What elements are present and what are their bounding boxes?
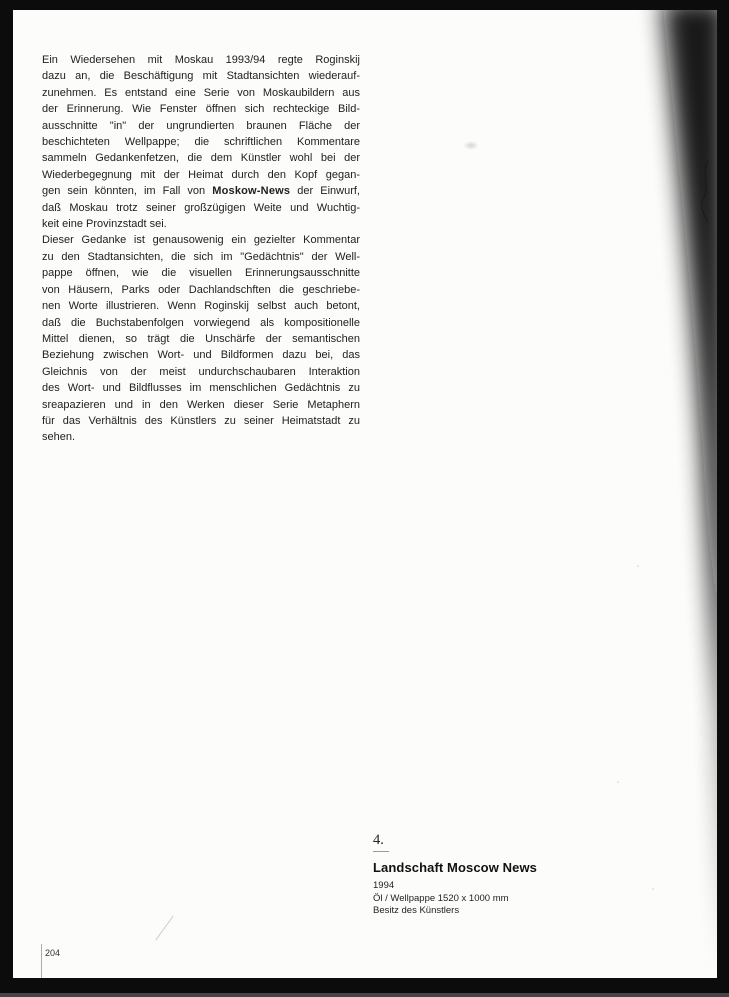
- scratch-mark: [155, 916, 173, 941]
- dust-speck: [652, 888, 654, 890]
- text-line: daß Moskau trotz seiner großzügigen Weite und Wuchtig-: [42, 201, 360, 214]
- text-line: sreapazieren und in den Werken dieser Serie Metaphern: [42, 398, 360, 411]
- hair-artifact: [697, 159, 715, 225]
- scanner-bed-strip: [0, 993, 729, 997]
- page-edge-shadow: [597, 10, 717, 978]
- caption-year: 1994: [373, 880, 395, 891]
- folio-rule: [41, 944, 42, 978]
- text-line: Mittel dienen, so trägt die Unschärfe der semantischen: [42, 332, 360, 345]
- text-line: Dieser Gedanke ist genausowenig ein gezielter Kommentar: [42, 234, 360, 247]
- text-line: gen sein könnten, im Fall von Moskow-News der Einwurf,: [42, 185, 360, 198]
- text-line: von Häusern, Parks oder Dachlandschften die geschriebe-: [42, 283, 360, 296]
- caption-medium: Öl / Wellpappe 1520 x 1000 mm: [373, 892, 509, 904]
- paragraph: [42, 232, 360, 445]
- text-line: sehen.: [42, 431, 76, 444]
- text-line: des Wort- und Bildflusses im menschlichen Gedächtnis zu: [42, 382, 360, 395]
- smudge-mark: [463, 141, 479, 150]
- body-text: [42, 52, 360, 446]
- text-line: Beziehung zwischen Wort- und Bildformen dazu bei, das: [42, 349, 360, 362]
- page-number: 204: [45, 948, 61, 958]
- text-line: Ein Wiedersehen mit Moskau 1993/94 regte Roginskij: [42, 54, 360, 66]
- caption-number: 4.: [373, 832, 389, 852]
- text-line: zunehmen. Es entstand eine Serie von Moskaubildern aus: [42, 86, 360, 99]
- dust-speck: [637, 565, 639, 567]
- text-line: der Erinnerung. Wie Fenster öffnen sich rechteckige Bild-: [42, 103, 360, 116]
- text-line: ausschnitte "in" der ungrundierten braunen Fläche der: [42, 119, 360, 132]
- paragraph: [42, 52, 360, 232]
- text-line: daß die Buchstabenfolgen vorwiegend als kompositionelle: [42, 316, 360, 329]
- text-line: Gleichnis von der meist undurchschaubaren Interaktion: [42, 365, 360, 378]
- caption-credit: Besitz des Künstlers: [373, 905, 460, 916]
- text-line: beschichteten Wellpappe; die schriftlichen Kommentare: [42, 136, 360, 149]
- text-line: für das Verhältnis des Künstlers zu seiner Heimatstadt zu: [42, 414, 360, 427]
- text-line: zu den Stadtansichten, die sich im "Gedächtnis" der Well-: [42, 250, 360, 263]
- text-line: Wiederbegegnung mit der Heimat durch den Kopf gegan-: [42, 168, 360, 181]
- text-line: nen Worte illustrieren. Wenn Roginskij selbst auch betont,: [42, 300, 360, 313]
- text-line: sammeln Gedankenfetzen, die dem Künstler wohl bei der: [42, 152, 360, 165]
- text-line: keit eine Provinzstadt sei.: [42, 218, 167, 231]
- text-line: dazu an, die Beschäftigung mit Stadtansichten wiederauf-: [42, 70, 360, 83]
- text-line: pappe öffnen, wie die visuellen Erinnerungsausschnitte: [42, 267, 360, 280]
- artwork-caption: [373, 831, 593, 918]
- book-page: [13, 10, 717, 978]
- caption-title: Landschaft Moscow News: [373, 860, 538, 875]
- dust-speck: [617, 781, 619, 783]
